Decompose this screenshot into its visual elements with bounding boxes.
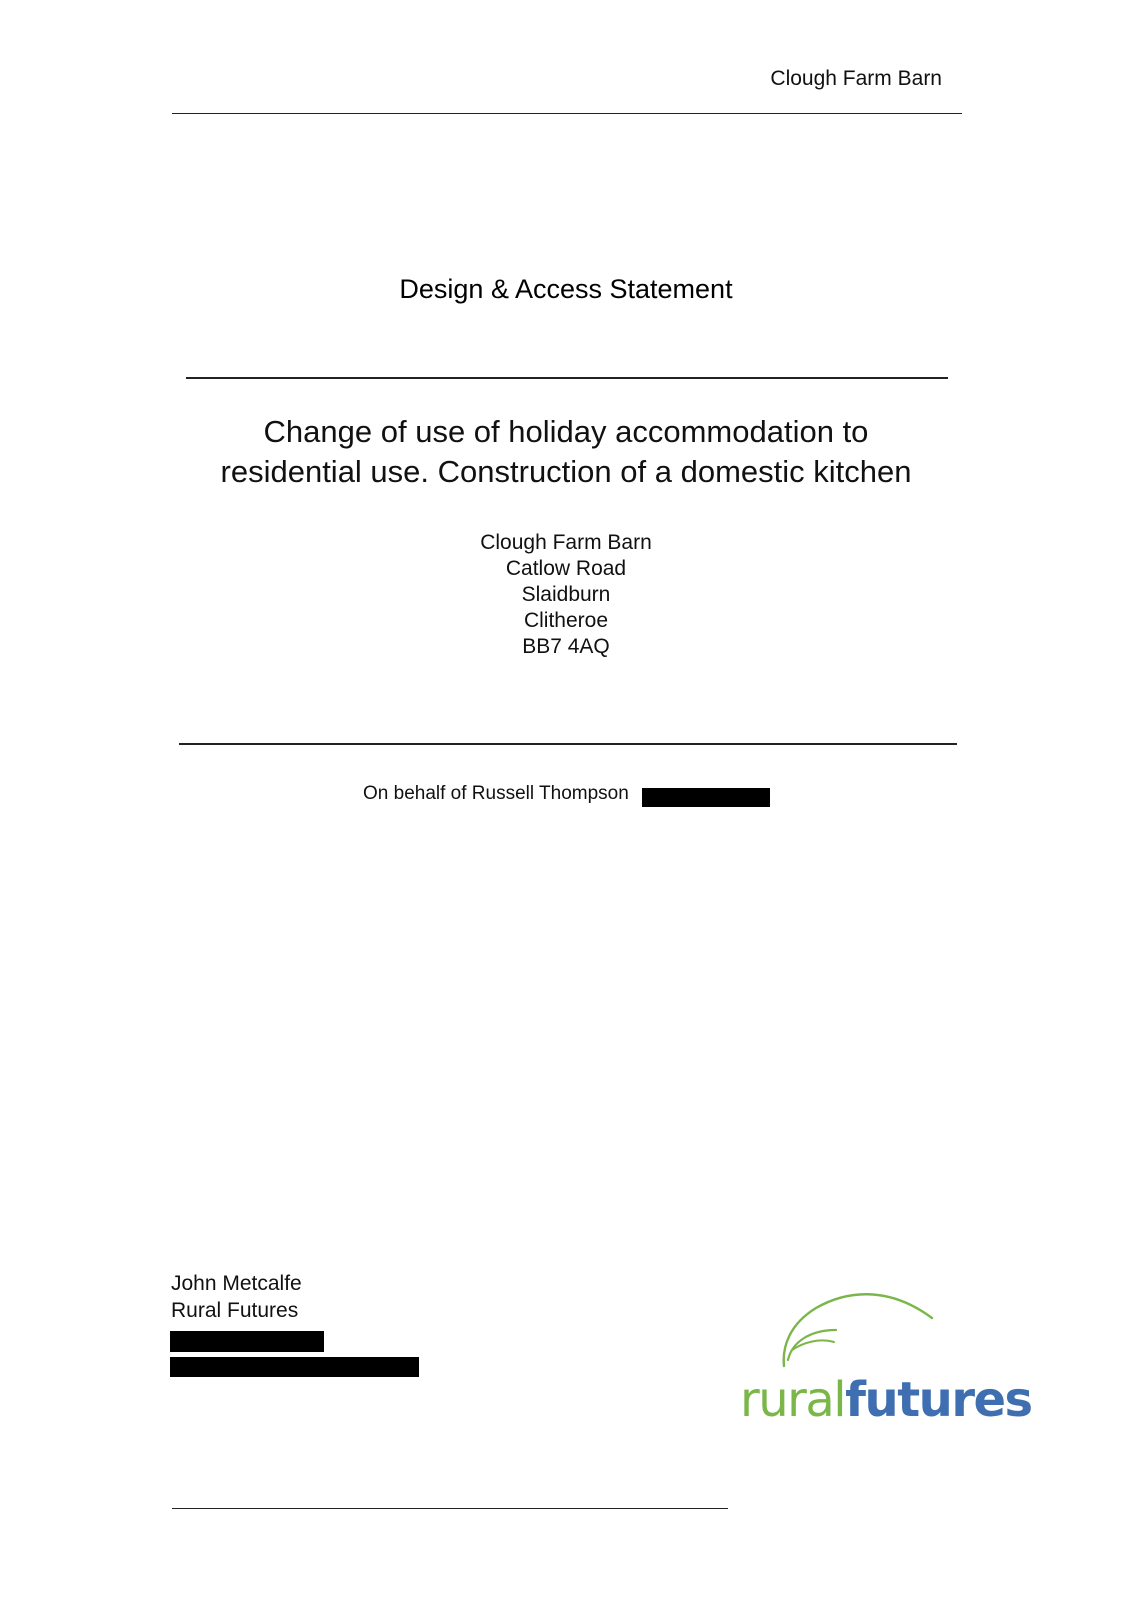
title-divider	[186, 377, 948, 379]
redaction-block	[642, 788, 770, 807]
property-address	[0, 530, 1132, 660]
address-line-3: Slaidburn	[521, 583, 611, 606]
header-divider	[172, 113, 962, 114]
document-subtitle	[150, 412, 982, 492]
author-name: John Metcalfe	[171, 1272, 302, 1295]
address-line-5: BB7 4AQ	[522, 635, 610, 658]
running-header: Clough Farm Barn	[770, 67, 942, 90]
redaction-block	[170, 1331, 324, 1352]
logo-word-rural: rural	[740, 1372, 846, 1428]
rural-futures-logo	[738, 1286, 1032, 1428]
address-divider	[179, 743, 957, 745]
on-behalf-text: On behalf of Russell Thompson	[363, 783, 629, 804]
address-line-2: Catlow Road	[505, 557, 627, 580]
logo-word-futures: futures	[845, 1372, 1032, 1428]
footer-divider	[172, 1508, 728, 1509]
document-title: Design & Access Statement	[399, 274, 733, 304]
logo-graphic	[738, 1286, 1032, 1428]
subtitle-line-2: residential use. Construction of a domestic kitchen	[220, 454, 912, 489]
logo-arc-middle	[788, 1330, 836, 1360]
author-contact	[171, 1270, 302, 1324]
subtitle-line-1: Change of use of holiday accommodation to	[263, 414, 869, 449]
address-line-1: Clough Farm Barn	[480, 531, 652, 554]
address-line-4: Clitheroe	[523, 609, 609, 632]
logo-arc-outer	[784, 1294, 932, 1366]
logo-wordmark	[740, 1372, 1032, 1428]
author-company: Rural Futures	[171, 1299, 299, 1322]
redaction-block	[170, 1357, 419, 1377]
